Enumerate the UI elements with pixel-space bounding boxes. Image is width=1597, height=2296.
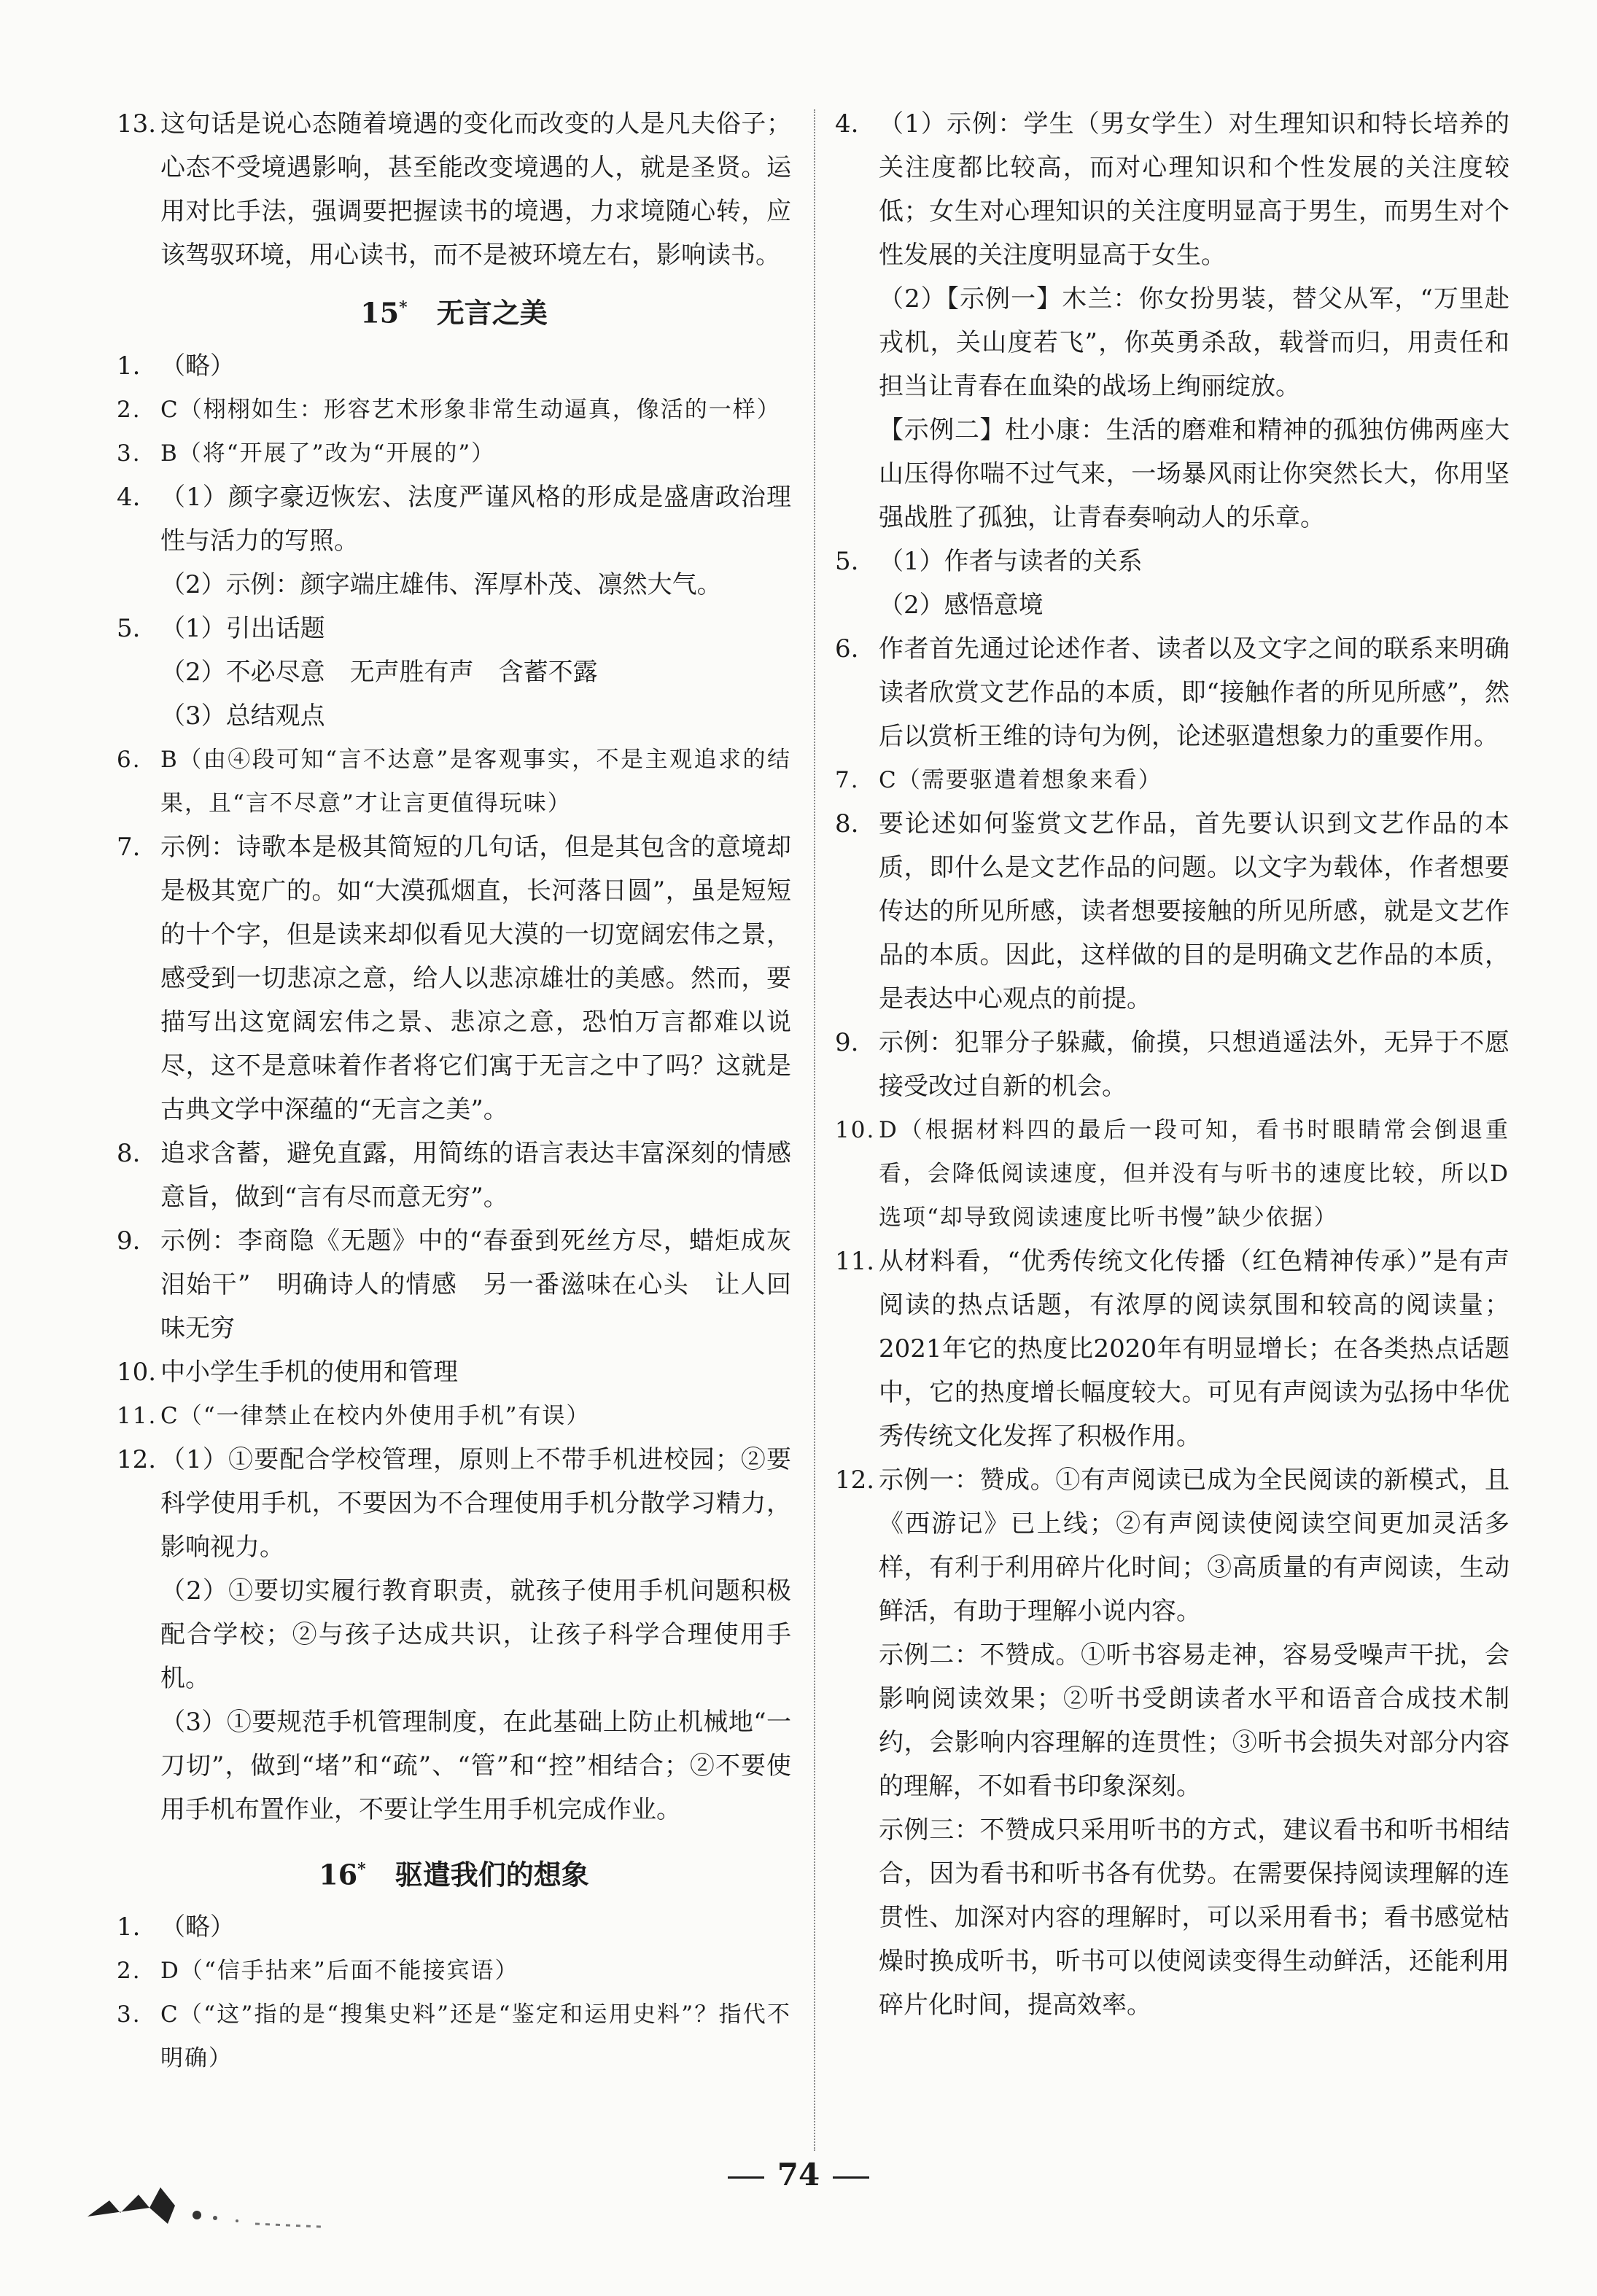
answer-number: 6. (835, 634, 859, 663)
answer-number: 12. (117, 1444, 157, 1474)
answer-text: 这句话是说心态随着境遇的变化而改变的人是凡夫俗子；心态不受境遇影响，甚至能改变境遇的人，就是圣贤。运用对比手法，强调要把握读书的境遇，力求境随心转，应该驾驭环境，用心读书，而不是被环境左右，影响读书。 (160, 109, 791, 270)
answer-item (835, 1240, 1509, 1458)
answer-text: 示例三：不赞成只采用听书的方式，建议看书和听书相结合，因为看书和听书各有优势。在需要保持阅读理解的连贯性、加深对内容的理解时，可以采用看书；看书感觉枯燥时换成听书，听书可以使阅读变得生动鲜活，还能利用碎片化时间，提高效率。 (879, 1816, 1509, 2020)
answer-text: D（“信手拈来”后面不能接宾语） (160, 1958, 519, 1985)
answer-text: （2）【示例一】木兰：你女扮男装，替父从军，“万里赴戎机，关山度若飞”，你英勇杀敌，载誉而归，用责任和担当让青春在血染的战场上绚丽绽放。 (879, 284, 1509, 401)
section-heading-16 (117, 1848, 791, 1897)
answer-text: 示例：犯罪分子躲藏，偷摸，只想逍遥法外，无异于不愿接受改过自新的机会。 (879, 1028, 1509, 1101)
answer-text: 作者首先通过论述作者、读者以及文字之间的联系来明确读者欣赏文艺作品的本质，即“接触作者的所见所感”，然后以赏析王维的诗句为例，论述驱遣想象力的重要作用。 (879, 634, 1509, 751)
answer-number: 1. (117, 351, 141, 381)
answer-item (117, 1350, 791, 1394)
answer-item (117, 388, 791, 432)
section-heading-15 (117, 286, 791, 335)
answer-text: （1）颜字豪迈恢宏、法度严谨风格的形成是盛唐政治理性与活力的写照。 (160, 482, 791, 556)
section-16-answers (117, 1905, 791, 2080)
answer-text: （3）总结观点 (160, 701, 325, 731)
answer-text: （2）不必尽意 无声胜有声 含蓄不露 (160, 657, 598, 687)
answer-number: 6. (117, 746, 141, 773)
answer-number: 2. (117, 396, 141, 423)
answer-number: 7. (835, 767, 860, 793)
answer-item (117, 1438, 791, 1832)
answer-text: C（“这”指的是“搜集史料”还是“鉴定和运用史料”？指代不明确） (160, 2001, 791, 2072)
answer-text: （略） (160, 351, 235, 381)
answer-text: B（由④段可知“言不达意”是客观事实，不是主观追求的结果，且“言不尽意”才让言更值得玩味） (160, 746, 791, 817)
section-title: 驱遣我们的想象 (395, 1858, 589, 1891)
answer-text: 要论述如何鉴赏文艺作品，首先要认识到文艺作品的本质，即什么是文艺作品的问题。以文字为载体，作者想要传达的所见所感，读者想要接触的所见所感，就是文艺作品的本质。因此，这样做的目的是明确文艺作品的本质，是表达中心观点的前提。 (879, 809, 1509, 1013)
answer-item (835, 627, 1509, 758)
answer-item (117, 1219, 791, 1350)
answer-number: 5. (117, 613, 141, 643)
answer-number: 11. (117, 1402, 158, 1429)
answer-number: 3. (117, 2001, 141, 2028)
optional-mark: * (399, 298, 408, 317)
answer-number: 5. (835, 547, 859, 576)
answer-number: 10. (117, 1357, 157, 1387)
answer-text: （3）①要规范手机管理制度，在此基础上防止机械地“一刀切”，做到“堵”和“疏”、“管”和“控”相结合；②不要使用手机布置作业，不要让学生用手机完成作业。 (160, 1707, 791, 1824)
answer-text: （2）示例：颜字端庄雄伟、浑厚朴茂、凛然大气。 (160, 569, 722, 599)
answer-number: 9. (835, 1028, 859, 1057)
answer-item (835, 1108, 1509, 1240)
answer-text: 中小学生手机的使用和管理 (160, 1357, 458, 1387)
answer-text: （2）感悟意境 (879, 591, 1044, 620)
answer-number: 4. (117, 482, 141, 512)
answer-text: （1）引出话题 (160, 613, 325, 643)
answer-item (117, 1905, 791, 1949)
section-15-answers (117, 344, 791, 1832)
answer-number: 2. (117, 1958, 141, 1985)
answer-item (835, 1021, 1509, 1108)
answer-text: D（根据材料四的最后一段可知，看书时眼睛常会倒退重看，会降低阅读速度，但并没有与听书的速度比较，所以D选项“却导致阅读速度比听书慢”缺少依据） (879, 1117, 1509, 1231)
answer-number: 1. (117, 1912, 141, 1942)
column-divider (814, 109, 815, 2151)
answer-text: 示例：李商隐《无题》中的“春蚕到死丝方尽，蜡炬成灰泪始干” 明确诗人的情感 另一番滋味在心头 让人回味无穷 (160, 1226, 791, 1343)
answer-item (117, 1993, 791, 2080)
answer-text: C（“一律禁止在校内外使用手机”有误） (160, 1402, 591, 1429)
answer-text: 示例一：赞成。①有声阅读已成为全民阅读的新模式，且《西游记》已上线；②有声阅读使阅读空间更加灵活多样，有利于利用碎片化时间；③高质量的有声阅读，生动鲜活，有助于理解小说内容。 (879, 1466, 1509, 1626)
answer-item (117, 607, 791, 738)
answer-text: 从材料看，“优秀传统文化传播（红色精神传承）”是有声阅读的热点话题，有浓厚的阅读氛围和较高的阅读量；2021年它的热度比2020年有明显增长；在各类热点话题中，它的热度增长幅度较大。可见有声阅读为弘扬中华优秀传统文化发挥了积极作用。 (879, 1247, 1509, 1451)
answer-item (117, 1394, 791, 1438)
answer-number: 8. (835, 809, 859, 838)
answer-number: 8. (117, 1138, 141, 1168)
answer-number: 4. (835, 109, 859, 139)
answer-item (835, 802, 1509, 1021)
answer-item (835, 102, 1509, 540)
answer-text: （2）①要切实履行教育职责，就孩子使用手机问题积极配合学校；②与孩子达成共识，让孩子科学合理使用手机。 (160, 1576, 791, 1693)
section-title: 无言之美 (436, 296, 548, 330)
answer-text: （1）作者与读者的关系 (879, 547, 1143, 576)
answer-item (117, 432, 791, 475)
answer-text: （略） (160, 1912, 235, 1942)
answer-number: 13. (117, 109, 157, 139)
section-number: 16 (319, 1858, 358, 1891)
answer-text: 【示例二】杜小康：生活的磨难和精神的孤独仿佛两座大山压得你喘不过气来，一场暴风雨让你突然长大，你用坚强战胜了孤独，让青春奏响动人的乐章。 (879, 416, 1509, 532)
answer-number: 9. (117, 1226, 141, 1256)
answer-13 (117, 102, 791, 277)
answer-text: C（需要驱遣着想象来看） (879, 767, 1162, 793)
answer-number: 11. (835, 1247, 875, 1276)
answer-text: 示例二：不赞成。①听书容易走神，容易受噪声干扰，会影响阅读效果；②听书受朗读者水平和语音合成技术制约，会影响内容理解的连贯性；③听书会损失对部分内容的理解，不如看书印象深刻。 (879, 1641, 1509, 1801)
answer-item (117, 475, 791, 607)
answer-item (117, 825, 791, 1132)
answer-text: B（将“开展了”改为“开展的”） (160, 440, 496, 467)
answer-text: 示例：诗歌本是极其简短的几句话，但是其包含的意境却是极其宽广的。如“大漠孤烟直，长河落日圆”，虽是短短的十个字，但是读来却似看见大漠的一切宽阔宏伟之景，感受到一切悲凉之意，给人以悲凉雄壮的美感。然而，要描写出这宽阔宏伟之景、悲凉之意，恐怕万言都难以说尽，这不是意味着作者将它们寓于无言之中了吗？这就是古典文学中深蕴的“无言之美”。 (160, 832, 791, 1124)
answer-item (835, 1458, 1509, 2027)
answer-item (117, 1132, 791, 1219)
answer-text: 追求含蓄，避免直露，用简练的语言表达丰富深刻的情感意旨，做到“言有尽而意无穷”。 (160, 1138, 791, 1212)
answer-number: 7. (117, 832, 141, 862)
right-column (835, 102, 1509, 2027)
section-number: 15 (360, 296, 400, 330)
answer-item (117, 738, 791, 825)
page-number: 74 (0, 2157, 1597, 2192)
left-column (117, 102, 791, 2080)
answer-item (117, 1949, 791, 1993)
answer-item (835, 758, 1509, 802)
answer-text: （1）示例：学生（男女学生）对生理知识和特长培养的关注度都比较高，而对心理知识和个性发展的关注度较低；女生对心理知识的关注度明显高于男生，而男生对个性发展的关注度明显高于女生。 (879, 109, 1509, 270)
answer-item (835, 540, 1509, 627)
answer-number: 3. (117, 440, 141, 467)
answer-number: 12. (835, 1466, 875, 1495)
optional-mark: * (357, 1859, 366, 1879)
answer-item (117, 344, 791, 388)
answer-text: C（栩栩如生：形容艺术形象非常生动逼真，像活的一样） (160, 396, 781, 423)
scan-smudge-mark (80, 2173, 401, 2238)
answer-number: 10. (835, 1117, 876, 1143)
answer-text: （1）①要配合学校管理，原则上不带手机进校园；②要科学使用手机，不要因为不合理使用手机分散学习精力，影响视力。 (160, 1444, 791, 1562)
